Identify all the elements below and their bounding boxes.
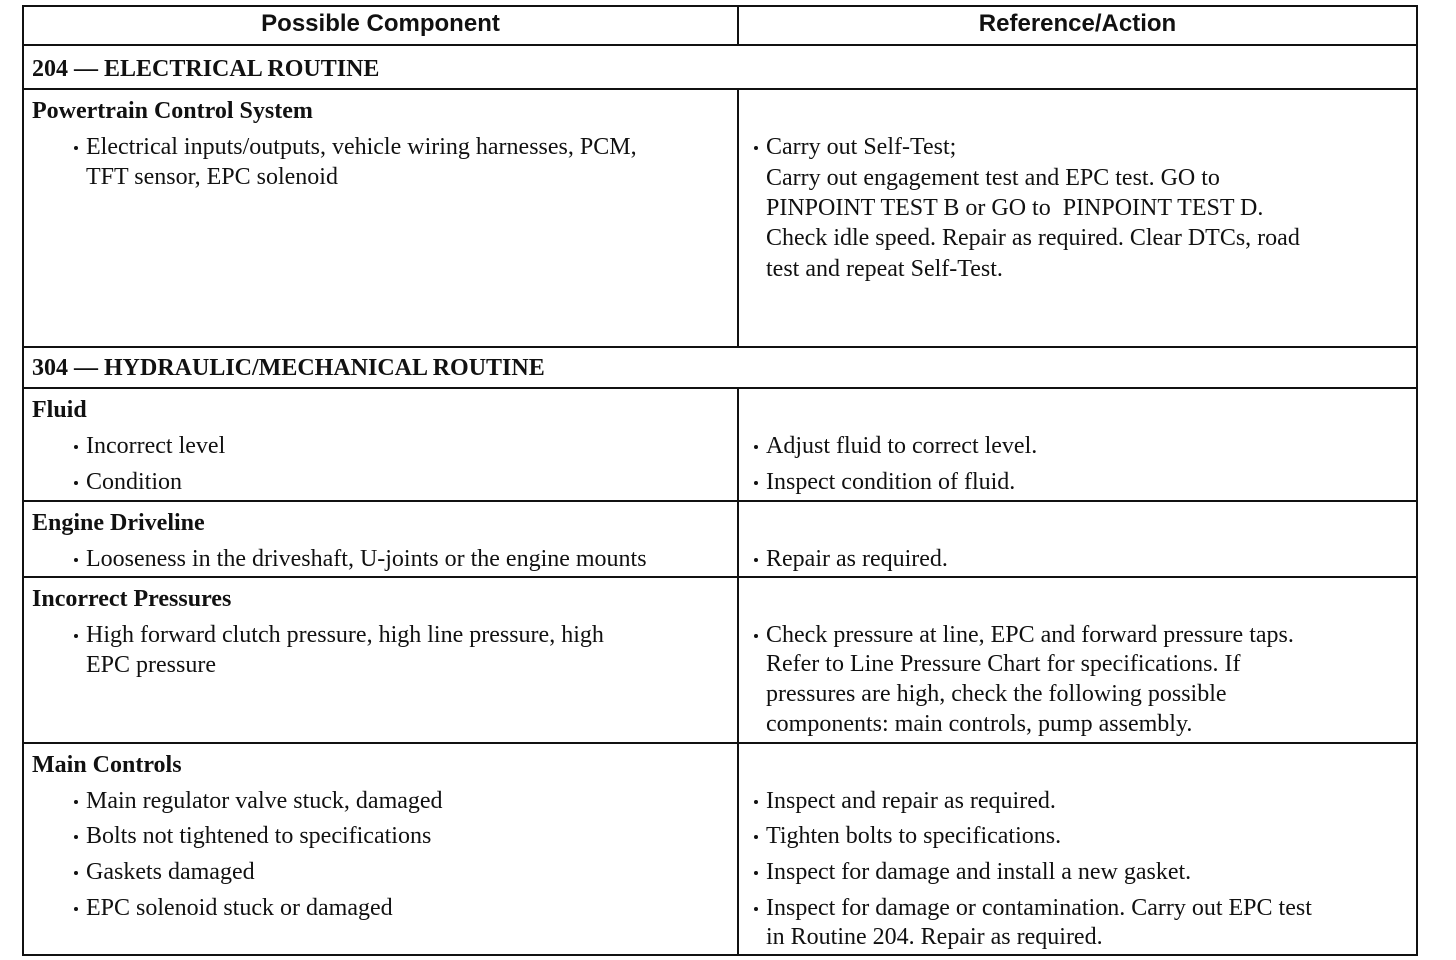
row-divider — [22, 387, 1418, 389]
column-divider — [737, 88, 739, 348]
bullet-icon — [74, 907, 78, 911]
bullet-icon — [754, 481, 758, 485]
bullet-icon — [74, 558, 78, 562]
component-item: Condition — [86, 469, 183, 495]
table-border-bottom — [22, 954, 1418, 956]
component-item: High forward clutch pressure, high line pressure, high — [86, 622, 604, 648]
bullet-icon — [74, 146, 78, 150]
group-title-main-controls: Main Controls — [32, 752, 182, 778]
action-item-continued: PINPOINT TEST B or GO to PINPOINT TEST D. — [766, 195, 1264, 221]
bullet-icon — [74, 445, 78, 449]
action-item: Inspect condition of fluid. — [766, 469, 1016, 495]
bullet-icon — [74, 835, 78, 839]
table-border-top — [22, 5, 1418, 7]
bullet-icon — [754, 835, 758, 839]
section-title-electrical-routine: 204 — ELECTRICAL ROUTINE — [32, 56, 380, 82]
bullet-icon — [754, 445, 758, 449]
component-item: EPC solenoid stuck or damaged — [86, 895, 393, 921]
group-title-engine-driveline: Engine Driveline — [32, 510, 205, 536]
bullet-icon — [754, 146, 758, 150]
component-item: Main regulator valve stuck, damaged — [86, 788, 443, 814]
bullet-icon — [754, 907, 758, 911]
action-item: Carry out Self-Test; — [766, 134, 957, 160]
table-border-left — [22, 5, 24, 956]
component-item: Looseness in the driveshaft, U-joints or the engine mounts — [86, 546, 647, 572]
bullet-icon — [74, 634, 78, 638]
action-item: Inspect for damage or contamination. Carry out EPC test — [766, 895, 1312, 921]
header-divider — [22, 44, 1418, 46]
section-title-hydraulic-mechanical-routine: 304 — HYDRAULIC/MECHANICAL ROUTINE — [32, 355, 545, 381]
component-item-continued: EPC pressure — [86, 652, 216, 678]
action-item: Inspect and repair as required. — [766, 788, 1056, 814]
bullet-icon — [74, 481, 78, 485]
action-item-continued: Carry out engagement test and EPC test. GO to — [766, 165, 1220, 191]
action-item: Repair as required. — [766, 546, 948, 572]
row-divider — [22, 576, 1418, 578]
bullet-icon — [74, 871, 78, 875]
component-item: Electrical inputs/outputs, vehicle wiring harnesses, PCM, — [86, 134, 637, 160]
action-item: Adjust fluid to correct level. — [766, 433, 1038, 459]
group-title-powertrain-control-system: Powertrain Control System — [32, 98, 313, 124]
action-item: Check pressure at line, EPC and forward pressure taps. — [766, 622, 1294, 648]
bullet-icon — [754, 800, 758, 804]
row-divider — [22, 742, 1418, 744]
action-item: Inspect for damage and install a new gasket. — [766, 859, 1192, 885]
action-item-continued: in Routine 204. Repair as required. — [766, 924, 1103, 950]
row-divider — [22, 500, 1418, 502]
action-item: Tighten bolts to specifications. — [766, 823, 1062, 849]
column-divider — [737, 387, 739, 956]
component-item-continued: TFT sensor, EPC solenoid — [86, 164, 338, 190]
component-item: Incorrect level — [86, 433, 226, 459]
row-divider — [22, 346, 1418, 348]
group-title-incorrect-pressures: Incorrect Pressures — [32, 586, 232, 612]
column-header-possible-component: Possible Component — [261, 10, 500, 37]
component-item: Bolts not tightened to specifications — [86, 823, 432, 849]
bullet-icon — [754, 871, 758, 875]
row-divider — [22, 88, 1418, 90]
action-item-continued: Check idle speed. Repair as required. Clear DTCs, road — [766, 225, 1300, 251]
component-item: Gaskets damaged — [86, 859, 255, 885]
action-item-continued: Refer to Line Pressure Chart for specifications. If — [766, 651, 1241, 677]
group-title-fluid: Fluid — [32, 397, 87, 423]
action-item-continued: pressures are high, check the following possible — [766, 681, 1227, 707]
action-item-continued: components: main controls, pump assembly. — [766, 711, 1193, 737]
action-item-continued: test and repeat Self-Test. — [766, 256, 1003, 282]
bullet-icon — [74, 800, 78, 804]
bullet-icon — [754, 634, 758, 638]
bullet-icon — [754, 558, 758, 562]
table-border-right — [1416, 5, 1418, 956]
column-header-reference-action: Reference/Action — [978, 10, 1177, 37]
